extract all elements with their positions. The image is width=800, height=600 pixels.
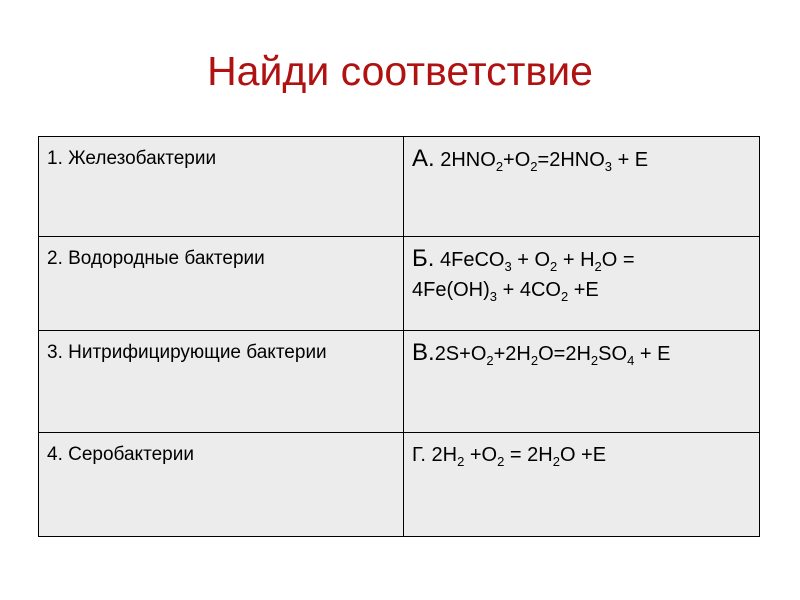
bacteria-cell: 4. Серобактерии bbox=[39, 433, 404, 537]
reaction-formula: $В.2S+O_2+2H_2O=2H_2SO_4 + E$ bbox=[412, 339, 671, 368]
table-row bbox=[39, 331, 760, 433]
reaction-formula-line2: $4Fe(OH)_3 + 4CO_2 +E$ bbox=[412, 279, 599, 304]
reaction-formula: А. $2HNO_2+O_2=2HNO_3 + E$ bbox=[412, 145, 649, 174]
table-row bbox=[39, 237, 760, 331]
table-row bbox=[39, 433, 760, 537]
reaction-formula: Г. $2H_2 +O_2 = 2H_2O +E$ bbox=[412, 444, 607, 469]
reaction-formula: Б. 4FeCO$_3$ + $O_2 + H_2O$ = bbox=[412, 245, 635, 274]
reaction-plain bbox=[0, 0, 1, 1]
reaction-plain-texts bbox=[0, 0, 1, 1]
bacteria-cell: 1. Железобактерии bbox=[39, 137, 404, 237]
bacteria-cell: 3. Нитрифицирующие бактерии bbox=[39, 331, 404, 433]
reaction-cell bbox=[404, 331, 760, 433]
matching-table bbox=[38, 136, 760, 537]
table-row bbox=[39, 137, 760, 237]
bacteria-cell: 2. Водородные бактерии bbox=[39, 237, 404, 331]
page-title: Найди соответствие bbox=[207, 48, 593, 94]
reaction-cell bbox=[404, 433, 760, 537]
reaction-cell bbox=[404, 237, 760, 331]
reaction-cell bbox=[404, 137, 760, 237]
